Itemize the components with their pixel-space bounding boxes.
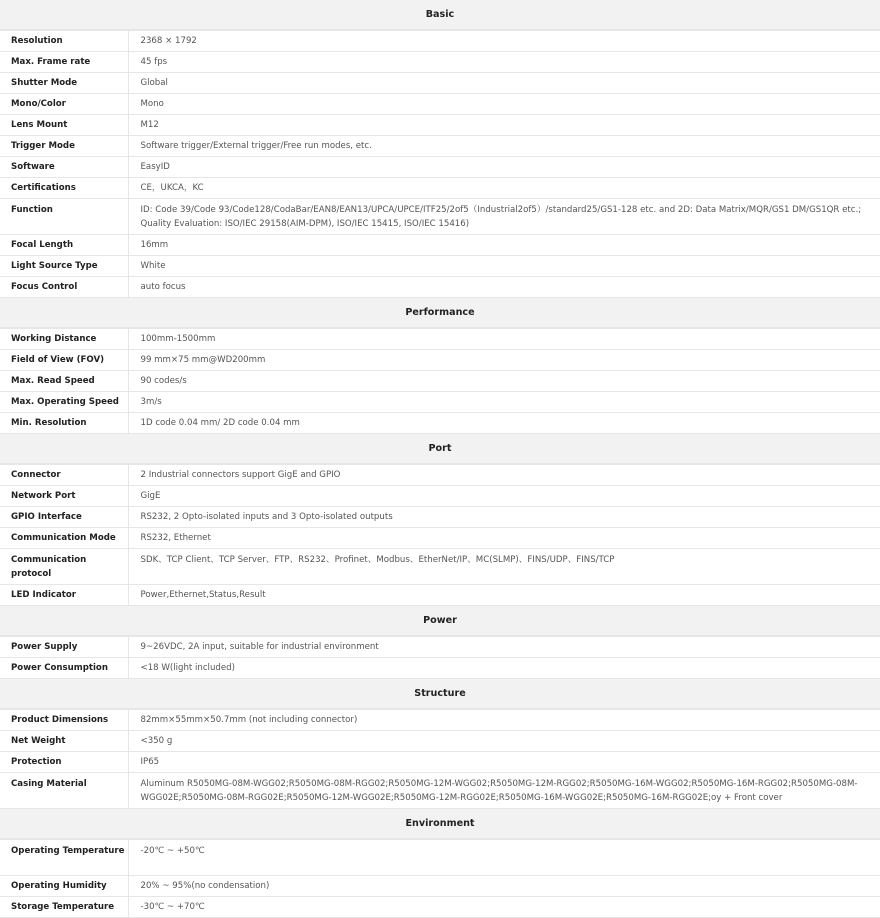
spec-value: <18 W(light included) [128,658,880,679]
section-title: Power [0,606,880,637]
spec-row-casing-material [0,773,880,809]
spec-row-network-port [0,486,880,507]
section-header-basic [0,0,880,30]
section-title: Port [0,434,880,465]
spec-label: Lens Mount [0,115,128,136]
spec-label: Focal Length [0,235,128,256]
spec-value: 90 codes/s [128,371,880,392]
spec-value: ID: Code 39/Code 93/Code128/CodaBar/EAN8/EAN13/UPCA/UPCE/ITF25/2of5（Industrial2of5）/standard25/GS1-128 etc. and 2D: Data Matrix/MQR/GS1 DM/GS1QR etc.; Quality Evaluation: ISO/IEC 29158(AIM-DPM), ISO/IEC 15415, ISO/IEC 15416) [128,199,880,235]
spec-row-operating-temperature [0,839,880,876]
section-title: Performance [0,298,880,329]
spec-value: <350 g [128,731,880,752]
spec-label: Power Consumption [0,658,128,679]
spec-row-resolution [0,30,880,52]
spec-row-communication-protocol [0,549,880,585]
spec-value: 1D code 0.04 mm/ 2D code 0.04 mm [128,413,880,434]
spec-value: SDK、TCP Client、TCP Server、FTP、RS232、Profinet、Modbus、EtherNet/IP、MC(SLMP)、FINS/UDP、FINS/TCP [128,549,880,585]
spec-row-power-consumption [0,658,880,679]
spec-label: Storage Temperature [0,897,128,918]
section-title: Structure [0,679,880,710]
spec-row-certifications [0,178,880,199]
spec-value: 16mm [128,235,880,256]
spec-value: Aluminum R5050MG-08M-WGG02;R5050MG-08M-RGG02;R5050MG-12M-WGG02;R5050MG-12M-RGG02;R5050MG-16M-WGG02;R5050MG-16M-RGG02;R5050MG-08M-WGG02E;R5050MG-08M-RGG02E;R5050MG-12M-WGG02E;R5050MG-12M-RGG02E;R5050MG-16M-WGG02E;R5050MG-16M-RGG02E;oy + Front cover [128,773,880,809]
spec-label: Power Supply [0,636,128,658]
spec-row-power-supply [0,636,880,658]
section-title: Environment [0,809,880,840]
spec-value: RS232, 2 Opto-isolated inputs and 3 Opto-isolated outputs [128,507,880,528]
spec-row-connector [0,464,880,486]
spec-row-operating-humidity [0,876,880,897]
spec-label: Operating Temperature [0,839,128,876]
section-header-port [0,434,880,465]
spec-value: 20% ~ 95%(no condensation) [128,876,880,897]
spec-value: auto focus [128,277,880,298]
spec-label: Operating Humidity [0,876,128,897]
section-header-structure [0,679,880,710]
spec-row-max-operating-speed [0,392,880,413]
spec-label: Max. Read Speed [0,371,128,392]
spec-label: Communication Mode [0,528,128,549]
spec-row-product-dimensions [0,709,880,731]
spec-value: -20℃ ~ +50℃ [128,839,880,876]
spec-row-protection [0,752,880,773]
spec-label: Network Port [0,486,128,507]
spec-value: 3m/s [128,392,880,413]
spec-value: 45 fps [128,52,880,73]
spec-label: Min. Resolution [0,413,128,434]
spec-row-focal-length [0,235,880,256]
spec-label: Communication protocol [0,549,128,585]
spec-value: Power,Ethernet,Status,Result [128,585,880,606]
spec-label: Function [0,199,128,235]
spec-value: CE，UKCA，KC [128,178,880,199]
spec-label: Certifications [0,178,128,199]
spec-value: -30℃ ~ +70℃ [128,897,880,918]
section-title: Basic [0,0,880,30]
spec-label: Casing Material [0,773,128,809]
spec-row-min-resolution [0,413,880,434]
spec-label: Max. Operating Speed [0,392,128,413]
spec-value: Software trigger/External trigger/Free run modes, etc. [128,136,880,157]
spec-label: LED Indicator [0,585,128,606]
spec-value: Global [128,73,880,94]
spec-row-max-frame-rate [0,52,880,73]
spec-value: 2368 × 1792 [128,30,880,52]
spec-value: EasyID [128,157,880,178]
spec-label: Net Weight [0,731,128,752]
spec-value: IP65 [128,752,880,773]
spec-row-led-indicator [0,585,880,606]
spec-label: Trigger Mode [0,136,128,157]
spec-label: Light Source Type [0,256,128,277]
spec-label: Max. Frame rate [0,52,128,73]
spec-label: Protection [0,752,128,773]
spec-row-shutter-mode [0,73,880,94]
spec-row-software [0,157,880,178]
spec-row-storage-temperature [0,897,880,918]
spec-value: Mono [128,94,880,115]
spec-value: M12 [128,115,880,136]
spec-row-focus-control [0,277,880,298]
spec-row-mono-color [0,94,880,115]
spec-value: 99 mm×75 mm@WD200mm [128,350,880,371]
section-header-power [0,606,880,637]
spec-label: Connector [0,464,128,486]
spec-row-trigger-mode [0,136,880,157]
spec-row-working-distance [0,328,880,350]
spec-row-field-of-view-fov [0,350,880,371]
spec-label: Resolution [0,30,128,52]
spec-value: 2 Industrial connectors support GigE and GPIO [128,464,880,486]
spec-label: Field of View (FOV) [0,350,128,371]
spec-row-light-source-type [0,256,880,277]
spec-value: GigE [128,486,880,507]
spec-value: RS232, Ethernet [128,528,880,549]
section-header-environment [0,809,880,840]
spec-label: Software [0,157,128,178]
spec-row-net-weight [0,731,880,752]
spec-row-gpio-interface [0,507,880,528]
spec-label: Mono/Color [0,94,128,115]
spec-label: Shutter Mode [0,73,128,94]
spec-row-communication-mode [0,528,880,549]
spec-value: 100mm-1500mm [128,328,880,350]
spec-value: White [128,256,880,277]
spec-row-max-read-speed [0,371,880,392]
spec-row-lens-mount [0,115,880,136]
spec-label: Product Dimensions [0,709,128,731]
spec-label: Focus Control [0,277,128,298]
spec-value: 82mm×55mm×50.7mm (not including connector) [128,709,880,731]
spec-label: Working Distance [0,328,128,350]
section-header-performance [0,298,880,329]
spec-value: 9~26VDC, 2A input, suitable for industrial environment [128,636,880,658]
spec-label: GPIO Interface [0,507,128,528]
spec-row-function [0,199,880,235]
